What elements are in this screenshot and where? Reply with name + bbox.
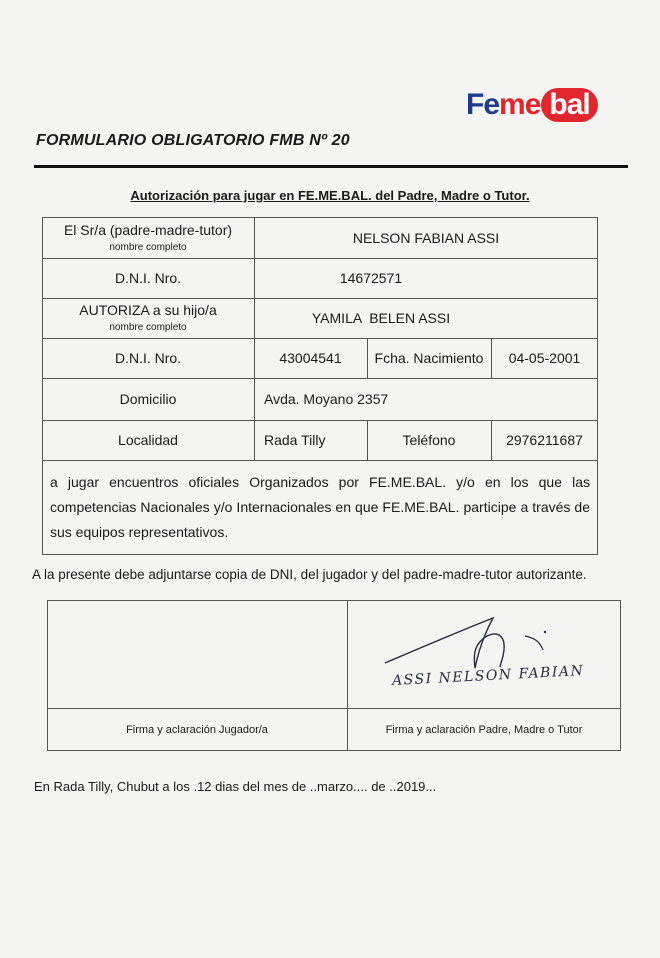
authorization-text: a jugar encuentros oficiales Organizados por FE.ME.BAL. y/o en los que las competencias Nacionales y/o Internacionales en que FE.ME.BAL. participe a través de sus equipos representativos.: [50, 474, 590, 540]
birth-date-label: Fcha. Nacimiento: [374, 350, 484, 366]
player-signature-field[interactable]: [47, 600, 347, 708]
child-label-cell: [42, 298, 254, 338]
parent-name[interactable]: NELSON FABIAN ASSI: [352, 229, 500, 246]
parent-signature-caption: Firma y aclaración Padre, Madre o Tutor: [385, 723, 583, 736]
parent-label-cell: [42, 217, 254, 258]
child-name[interactable]: YAMILA BELEN ASSI: [311, 310, 451, 326]
parent-dni[interactable]: 14672571: [339, 270, 403, 286]
parent-dni-label: D.N.I. Nro.: [114, 270, 182, 286]
locality-label: Localidad: [118, 432, 178, 448]
form-subtitle: Autorización para jugar en FE.ME.BAL. del Padre, Madre o Tutor.: [130, 188, 530, 203]
parent-label: El Sr/a (padre-madre-tutor): [63, 221, 233, 238]
child-dni-label: D.N.I. Nro.: [114, 350, 182, 366]
row-divider: [42, 460, 598, 461]
attachment-note: A la presente debe adjuntarse copia de DNI, del jugador y del padre-madre-tutor autorizante.: [32, 567, 587, 582]
address-label: Domicilio: [119, 391, 177, 407]
child-dni[interactable]: 43004541: [279, 350, 342, 366]
phone[interactable]: 2976211687: [506, 432, 583, 448]
title-divider: [34, 165, 628, 168]
parent-signature-text: ASSI NELSON FABIAN: [391, 662, 585, 690]
address[interactable]: Avda. Moyano 2357: [264, 391, 389, 407]
locality[interactable]: Rada Tilly: [264, 432, 326, 448]
birth-date[interactable]: 04-05-2001: [508, 350, 581, 366]
femebal-logo: Feme bal: [466, 88, 598, 122]
parent-sublabel: nombre completo: [109, 241, 187, 253]
child-sublabel: nombre completo: [109, 322, 187, 334]
phone-label: Teléfono: [402, 432, 456, 448]
authorizes-label: AUTORIZA a su hijo/a: [79, 302, 217, 319]
form-title: FORMULARIO OBLIGATORIO FMB Nº 20: [36, 132, 350, 149]
player-signature-caption: Firma y aclaración Jugador/a: [126, 723, 268, 736]
closing-line: En Rada Tilly, Chubut a los .12 dias del mes de ..marzo.... de ..2019...: [34, 779, 437, 794]
